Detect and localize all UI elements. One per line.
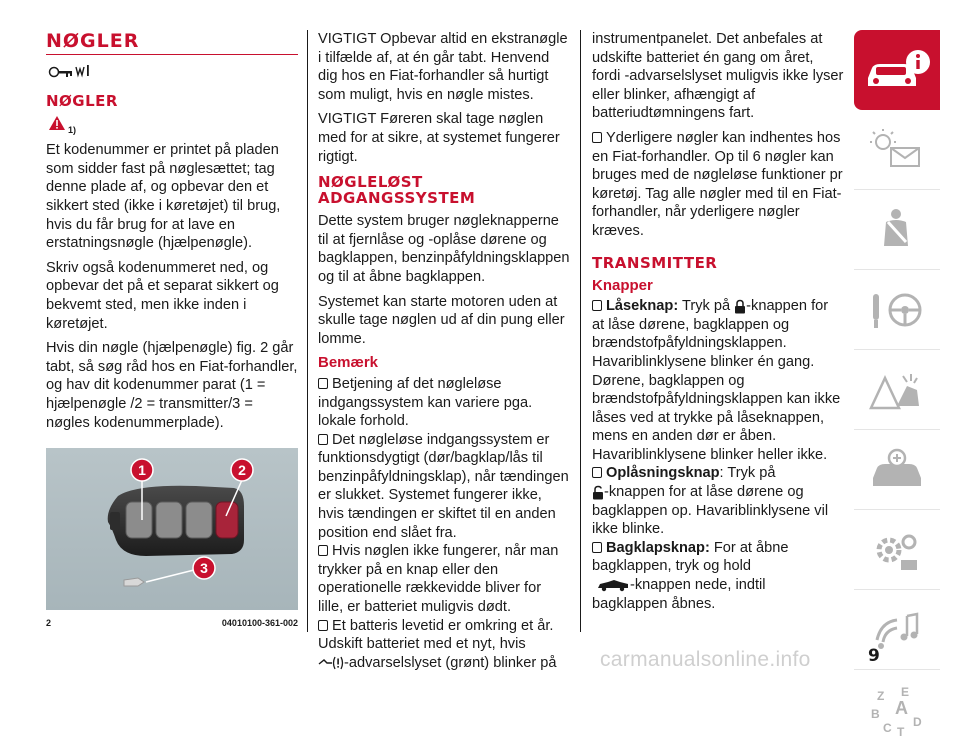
- unlock-text: : Tryk på: [719, 465, 776, 482]
- note-text: Yderligere nøgler kan indhentes hos en Fiat-forhandler. Op til 6 nøgler kan bruges med de nøgleløse funktioner pr køretøj. Tag alle nøgler med til en Fiat-forhandler, når yderligere nøgler kræves.: [592, 129, 843, 239]
- lock-text: -knappen for at låse dørene, bagklappen og brændstofpåfyldningsklappen. Havariblinklysene blinker én gang. Dørene, bagklappen og brændstofpåfyldningsklappen kan ikke låses ved at trykke på låseknappen, mens en anden dør er åben. Havariblinklysene blinker heller ikke.: [592, 298, 841, 463]
- sidebar-tab-info[interactable]: [854, 30, 940, 110]
- note-text: Hvis nøglen ikke fungerer, når man trykker på en knap eller den operationelle rækkevidde bliver for lille, er batteriet muligvis dødt.: [318, 543, 559, 616]
- button-description-unlock: [592, 464, 844, 538]
- title-underline: [46, 54, 298, 55]
- warning-reference: [48, 115, 298, 140]
- button-description-lock: [592, 297, 844, 464]
- svg-text:Z: Z: [877, 689, 885, 703]
- unlock-label: Oplåsningsknap: [606, 465, 720, 482]
- steering-wheel-icon: [867, 288, 927, 332]
- lock-icon: [734, 299, 746, 314]
- emergency-icon: [867, 368, 927, 412]
- warning-lights-icon: [867, 128, 927, 172]
- svg-text:C: C: [883, 721, 892, 735]
- callout-3: 3: [200, 560, 208, 577]
- key-figure: [46, 448, 298, 610]
- svg-text:T: T: [897, 725, 905, 739]
- key-warning-light-icon: [318, 656, 344, 670]
- figure-code: 04010100-361-002: [221, 618, 298, 629]
- sidebar-tab-index[interactable]: [854, 670, 940, 750]
- checkbox-bullet-icon: [318, 545, 328, 556]
- column-2: [318, 30, 570, 672]
- note-item: [318, 431, 570, 543]
- button-description-trunk: [592, 539, 844, 613]
- key-icon: [48, 63, 298, 85]
- checkbox-bullet-icon: [592, 467, 602, 478]
- paragraph: Skriv også kodenummeret ned, og opbevar det på et separat sikkert og bekvemt sted, men ikke inden i køretøjet.: [46, 259, 279, 332]
- section-title: NØGLER: [46, 30, 140, 52]
- warning-triangle-icon: [48, 115, 66, 131]
- note-text: Betjening af det nøgleløse indgangssystem kan variere pga. lokale forhold.: [318, 375, 533, 430]
- column-1: [46, 30, 298, 633]
- watermark: carmanualsonline.info: [600, 648, 811, 671]
- page-number: 9: [868, 646, 880, 666]
- sidebar-tab-seatbelt[interactable]: [854, 190, 940, 270]
- note-item: [318, 542, 570, 616]
- column-divider: [307, 30, 308, 632]
- alphabetical-index-icon: [867, 682, 927, 738]
- svg-text:D: D: [913, 715, 922, 729]
- sidebar-tab-technical-data[interactable]: [854, 510, 940, 590]
- paragraph: instrumentpanelet. Det anbefales at udskifte batteriet én gang om året, fordi -advarselslyset muligvis ikke lyser eller blinker, afhængigt af batteriudtømningens fart.: [592, 31, 844, 122]
- section-heading: NØGLELØST ADGANGSSYSTEM: [318, 173, 476, 208]
- technical-data-icon: [867, 526, 927, 574]
- subsection-title: NØGLER: [46, 91, 118, 110]
- car-trunk-icon: [596, 578, 630, 592]
- sidebar-tab-emergency[interactable]: [854, 350, 940, 430]
- subsection-heading: Knapper: [592, 276, 653, 294]
- maintenance-icon: [867, 448, 927, 492]
- svg-text:A: A: [895, 698, 908, 718]
- figure-number: 2: [46, 618, 52, 629]
- trunk-text: -knappen nede, indtil bagklappen åbnes.: [592, 577, 766, 612]
- warning-number: 1): [68, 124, 77, 135]
- note-item: [318, 375, 570, 431]
- car-info-icon: [862, 48, 932, 92]
- section-heading: TRANSMITTER: [592, 253, 718, 272]
- chapter-sidebar: [854, 30, 940, 750]
- lock-label: Låseknap:: [606, 298, 679, 315]
- checkbox-bullet-icon: [592, 542, 602, 553]
- svg-text:E: E: [901, 685, 910, 699]
- key-illustration: [46, 448, 298, 610]
- unlock-text: -knappen for at låse dørene og bagklappen op. Havariblinklysene vil ikke blinke.: [592, 484, 829, 538]
- lock-text: Tryk på: [681, 298, 731, 315]
- note-text: Det nøgleløse indgangssystem er funktionsdygtigt (dør/bagklap/lås til benzinpåfyldningsklap), når tændingen er slukket. Systemet fungerer ikke, hvis tændingen er skiftet til en anden position end slået fra.: [318, 431, 569, 541]
- sidebar-tab-multimedia[interactable]: [854, 590, 940, 670]
- checkbox-bullet-icon: [318, 620, 328, 631]
- paragraph: Hvis din nøgle (hjælpenøgle) fig. 2 går tabt, så søg råd hos en Fiat-forhandler, og hav dit kodenummer parat (1 = hjælpenøgle /2 = transmitter/3 = nøgles kodenummerplade).: [46, 340, 298, 431]
- seatbelt-icon: [872, 206, 922, 254]
- note-item: [592, 129, 844, 241]
- checkbox-bullet-icon: [318, 378, 328, 389]
- paragraph: VIGTIGT Opbevar altid en ekstranøgle i tilfælde af, at én går tabt. Henvend dig hos en Fiat-forhandler så hurtigt som muligt, hvis en nøgle mistes.: [318, 31, 568, 103]
- trunk-text: For at åbne bagklappen, tryk og hold: [592, 539, 789, 575]
- sidebar-tab-maintenance[interactable]: [854, 430, 940, 510]
- callout-2: 2: [238, 462, 246, 479]
- sidebar-tab-lights-messages[interactable]: [854, 110, 940, 190]
- column-3: [592, 30, 844, 613]
- column-divider: [580, 30, 581, 632]
- paragraph: Et kodenummer er printet på pladen som sidder fast på nøglesættet; tag denne plade af, og opbevar den et sikkert sted (ikke i køretøjet) til brug, hvis du får brug for at lave en erstatningsnøgle (hjælpenøgle).: [46, 142, 281, 252]
- checkbox-bullet-icon: [592, 300, 602, 311]
- svg-text:B: B: [871, 707, 880, 721]
- paragraph: Systemet kan starte motoren uden at skulle tage nøglen ud af din pung eller lomme.: [318, 293, 565, 347]
- sidebar-tab-starting-driving[interactable]: [854, 270, 940, 350]
- paragraph: VIGTIGT Føreren skal tage nøglen med for at sikre, at systemet fungerer rigtigt.: [318, 111, 560, 165]
- note-text: Et batteris levetid er omkring et år. Udskift batteriet med et nyt, hvis: [318, 617, 554, 653]
- note-heading: Bemærk: [318, 354, 379, 372]
- trunk-label: Bagklapsknap:: [606, 539, 710, 556]
- paragraph: Dette system bruger nøgleknapperne til at fjernlåse og -oplåse dørene og bagklappen, benzinpåfyldningsklappen og til at åbne bagklappen.: [318, 213, 570, 285]
- checkbox-bullet-icon: [318, 434, 328, 445]
- unlock-icon: [592, 485, 604, 500]
- checkbox-bullet-icon: [592, 132, 602, 143]
- note-text: -advarselslyset (grønt) blinker på: [344, 654, 557, 671]
- note-item: [318, 617, 570, 673]
- figure-caption: [46, 614, 298, 633]
- callout-1: 1: [138, 462, 146, 479]
